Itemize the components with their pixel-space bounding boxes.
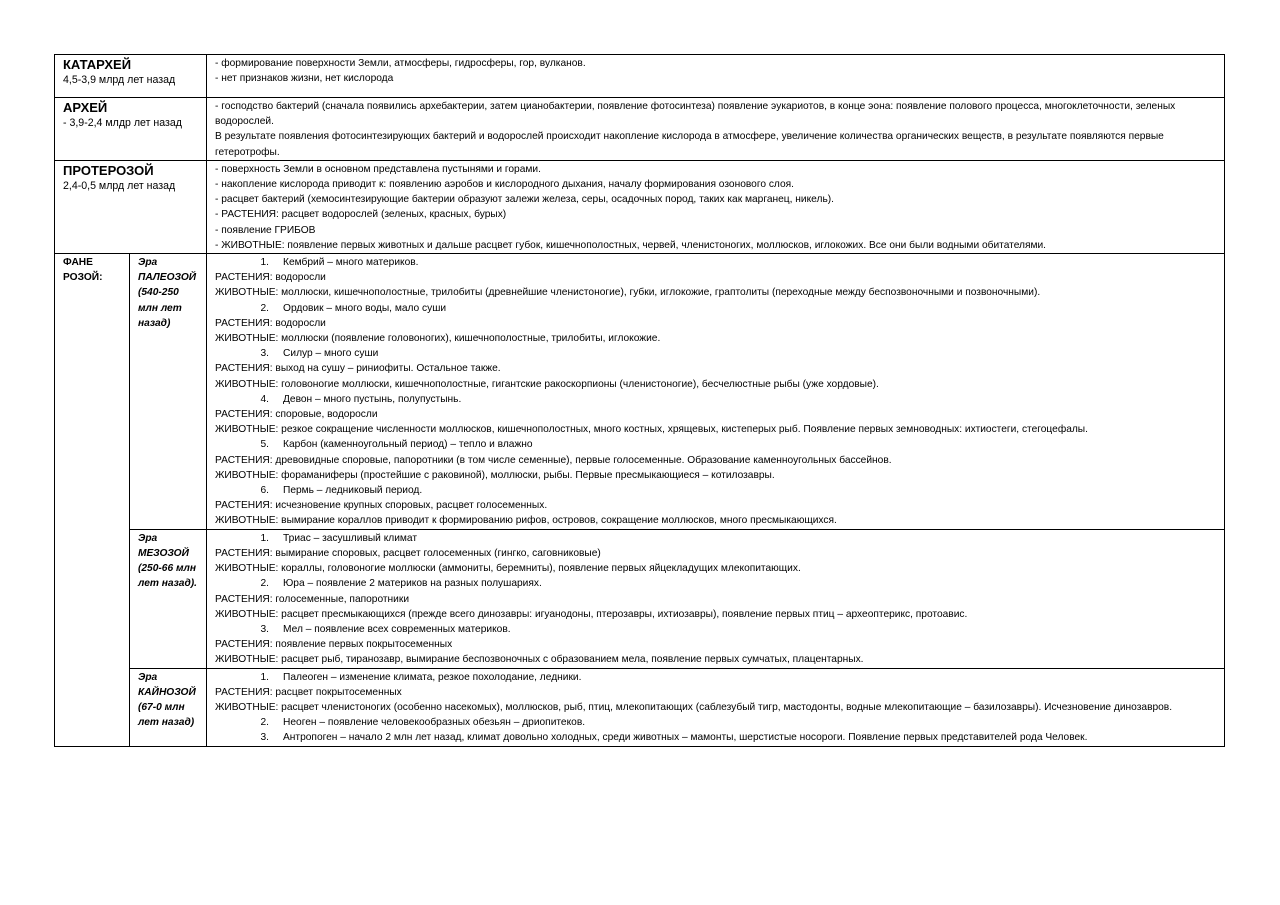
period-heading <box>215 483 1216 498</box>
description-line: - расцвет бактерий (хемосинтезирующие бактерии образуют залежи железа, серы, осадочных пород, таких как марганец, никель). <box>215 194 834 206</box>
geologic-eras-table <box>54 54 1225 747</box>
period-name: Кембрий – много материков. <box>283 257 419 269</box>
period-number: 5. <box>260 439 270 451</box>
animals-line: ЖИВОТНЫЕ: кораллы, головоногие моллюски (аммониты, беремниты), появление первых яйцекладущих млекопитающих. <box>215 563 801 575</box>
era-row-kainozoi <box>55 668 1225 746</box>
plants-line: РАСТЕНИЯ: исчезновение крупных споровых, расцвет голосеменных. <box>215 500 548 512</box>
plants-line: РАСТЕНИЯ: появление первых покрытосеменных <box>215 639 453 651</box>
plants-line: РАСТЕНИЯ: споровые, водоросли <box>215 409 378 421</box>
period-number: 3. <box>260 732 270 744</box>
animals-line: ЖИВОТНЫЕ: моллюски (появление головоногих), кишечнополостные, трилобиты, иглокожие. <box>215 333 661 345</box>
eon-date: - 3,9-2,4 млдр лет назад <box>63 117 182 129</box>
eon-date: 4,5-3,9 млрд лет назад <box>63 74 176 86</box>
plants-line: РАСТЕНИЯ: водоросли <box>215 272 326 284</box>
description-line: - ЖИВОТНЫЕ: появление первых животных и дальше расцвет губок, кишечнополостных, червей, членистоногих, моллюсков, иглокожих. Все они были водными обитателями. <box>215 239 1047 251</box>
period-heading <box>215 346 1216 361</box>
description-line: - накопление кислорода приводит к: появлению аэробов и кислородного дыхания, началу формирования озонового слоя. <box>215 179 794 191</box>
period-heading <box>215 437 1216 452</box>
period-heading <box>215 576 1216 591</box>
period-heading <box>215 670 1216 685</box>
animals-line: ЖИВОТНЫЕ: расцвет членистоногих (особенно насекомых), моллюсков, рыб, птиц, млекопитающих (саблезубый тигр, мастодонты, водные млекопитающие – базилозавры). Исчезновение динозавров. <box>215 701 1173 713</box>
plants-line: РАСТЕНИЯ: голосеменные, папоротники <box>215 593 410 605</box>
period-number: 6. <box>260 485 270 497</box>
period-number: 1. <box>260 257 270 269</box>
description-line: - поверхность Земли в основном представлена пустынями и горами. <box>215 163 541 175</box>
period-name: Карбон (каменноугольный период) – тепло и влажно <box>283 439 533 451</box>
description-line: - появление ГРИБОВ <box>215 224 316 236</box>
eon-row-proterozoi <box>55 160 1225 253</box>
eon-label-cell <box>55 160 207 253</box>
period-number: 3. <box>260 623 270 635</box>
animals-line: ЖИВОТНЫЕ: расцвет рыб, тиранозавр, вымирание беспозвоночных с образованием мела, появление первых сумчатых, плацентарных. <box>215 654 864 666</box>
period-number: 2. <box>260 302 270 314</box>
description-line: - формирование поверхности Земли, атмосферы, гидросферы, гор, вулканов. <box>215 58 586 69</box>
eon-date: 2,4-0,5 млрд лет назад <box>63 179 176 192</box>
animals-line: ЖИВОТНЫЕ: фораманиферы (простейшие с раковиной), моллюски, рыбы. Первые пресмыкающиеся – котилозавры. <box>215 469 775 481</box>
period-heading <box>215 255 1216 270</box>
eon-description-cell <box>207 55 1225 98</box>
period-name: Пермь – ледниковый период. <box>283 485 423 497</box>
period-number: 1. <box>260 532 270 544</box>
period-name: Палеоген – изменение климата, резкое похолодание, ледники. <box>283 671 582 683</box>
eon-description-cell <box>207 160 1225 253</box>
period-heading <box>215 301 1216 316</box>
eon-title: КАТАРХЕЙ <box>63 57 132 72</box>
period-number: 1. <box>260 671 270 683</box>
animals-line: ЖИВОТНЫЕ: расцвет пресмыкающихся (прежде всего динозавры: игуанодоны, птерозавры, ихтиозавры), появление первых птиц – археоптерикс, протоавис. <box>215 608 968 620</box>
animals-line: ЖИВОТНЫЕ: головоногие моллюски, кишечнополостные, гигантские ракоскорпионы (членистоногие), бесчелюстные рыбы (уже хордовые). <box>215 378 879 390</box>
period-name: Антропоген – начало 2 млн лет назад, климат довольно холодных, среди животных – мамонты, шерстистые носороги. Появление первых представителей рода Человек. <box>283 732 1088 744</box>
period-number: 2. <box>260 717 270 729</box>
period-number: 2. <box>260 578 270 590</box>
period-heading <box>215 730 1216 745</box>
period-name: Триас – засушливый климат <box>283 532 418 544</box>
eon-label-cell <box>55 98 207 161</box>
plants-line: РАСТЕНИЯ: расцвет покрытосеменных <box>215 686 402 698</box>
phanerozoic-title: ФАНЕ РОЗОЙ: <box>55 254 130 747</box>
eon-row-arkhei <box>55 98 1225 161</box>
period-number: 3. <box>260 348 270 360</box>
eon-description-cell <box>207 98 1225 161</box>
period-name: Юра – появление 2 материков на разных полушариях. <box>283 578 542 590</box>
era-description-cell <box>207 254 1225 530</box>
description-line: - РАСТЕНИЯ: расцвет водорослей (зеленых, красных, бурых) <box>215 209 507 221</box>
description-line: - нет признаков жизни, нет кислорода <box>215 73 394 85</box>
era-title: Эра МЕЗОЗОЙ (250-66 млн лет назад). <box>130 529 207 668</box>
eon-title: АРХЕЙ <box>63 100 108 115</box>
animals-line: ЖИВОТНЫЕ: резкое сокращение численности моллюсков, кишечнополостных, много костных, хрящевых, кистеперых рыб. Появление первых земноводных: ихтиостеги, стегоцефалы. <box>215 424 1088 436</box>
eon-label-cell <box>55 55 207 98</box>
period-name: Мел – появление всех современных материков. <box>283 623 511 635</box>
plants-line: РАСТЕНИЯ: вымирание споровых, расцвет голосеменных (гингко, саговниковые) <box>215 547 601 559</box>
plants-line: РАСТЕНИЯ: древовидные споровые, папоротники (в том числе семенные), первые голосеменные. Образование каменноугольных бассейнов. <box>215 454 892 466</box>
era-description-cell <box>207 668 1225 746</box>
era-row-mezozoi <box>55 529 1225 668</box>
plants-line: РАСТЕНИЯ: водоросли <box>215 317 326 329</box>
animals-line: ЖИВОТНЫЕ: моллюски, кишечнополостные, трилобиты (древнейшие членистоногие), губки, иглокожие, граптолиты (переходные между беспозвоночными и позвоночными). <box>215 287 1041 299</box>
period-heading <box>215 392 1216 407</box>
era-description-cell <box>207 529 1225 668</box>
animals-line: ЖИВОТНЫЕ: вымирание кораллов приводит к формированию рифов, островов, сокращение моллюсков, много пресмыкающихся. <box>215 515 837 527</box>
eon-row-katarkhei <box>55 55 1225 98</box>
era-title: Эра КАЙНОЗОЙ (67-0 млн лет назад) <box>130 668 207 746</box>
period-heading <box>215 531 1216 546</box>
period-number: 4. <box>260 393 270 405</box>
period-name: Девон – много пустынь, полупустынь. <box>283 393 462 405</box>
period-name: Силур – много суши <box>283 348 379 360</box>
period-name: Ордовик – много воды, мало суши <box>283 302 447 314</box>
period-heading <box>215 622 1216 637</box>
eon-title: ПРОТЕРОЗОЙ <box>63 162 154 178</box>
era-row-paleozoi <box>55 254 1225 530</box>
description-line: В результате появления фотосинтезирующих бактерий и водорослей происходит накопление кислорода в атмосфере, увеличение количества органических веществ, в результате появляются первые гетеротрофы. <box>215 131 1164 158</box>
description-line: - господство бактерий (сначала появились архебактерии, затем цианобактерии, появление фотосинтеза) появление эукариотов, в конце эона: появление полового процесса, многоклеточности, зеленых водорослей. <box>215 101 1176 128</box>
era-title: Эра ПАЛЕОЗОЙ (540-250 млн лет назад) <box>130 254 207 530</box>
period-name: Неоген – появление человекообразных обезьян – дриопитеков. <box>283 717 586 729</box>
plants-line: РАСТЕНИЯ: выход на сушу – риниофиты. Остальное также. <box>215 363 501 375</box>
period-heading <box>215 715 1216 730</box>
